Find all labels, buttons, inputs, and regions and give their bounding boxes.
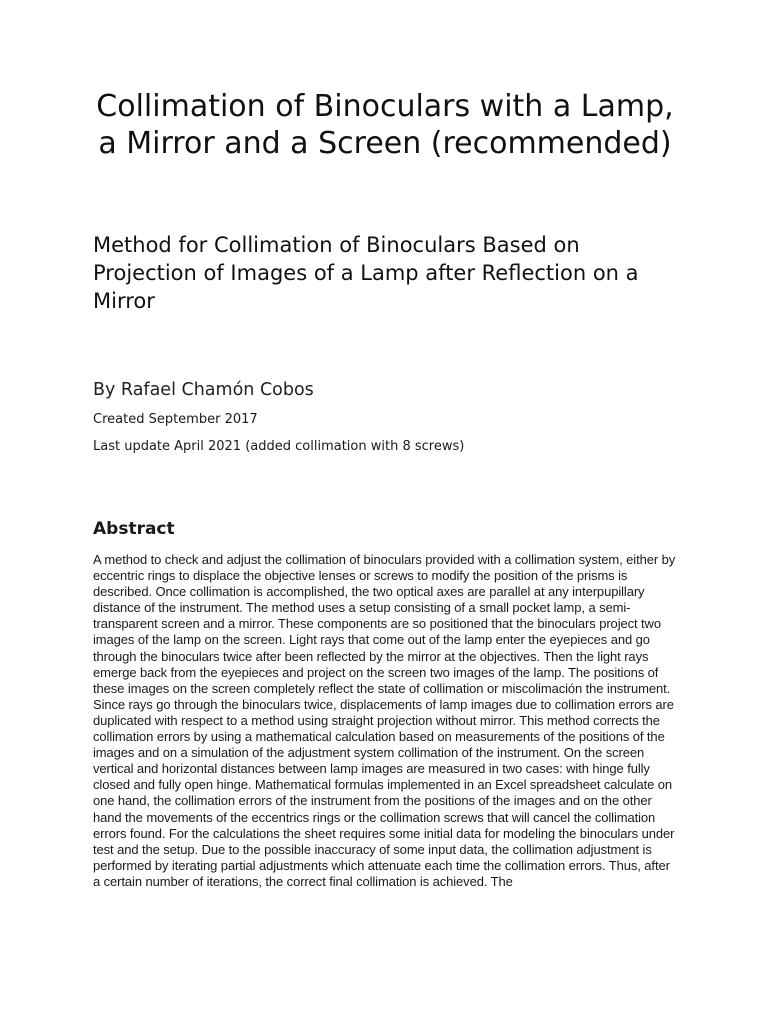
author-line: By Rafael Chamón Cobos — [93, 380, 314, 400]
document-title: Collimation of Binoculars with a Lamp, a Mirror and a Screen (recommended) — [96, 89, 674, 161]
last-update-note: (added collimation with 8 screws) — [245, 439, 465, 454]
created-date: Created September 2017 — [93, 412, 258, 427]
abstract-heading: Abstract — [93, 519, 175, 539]
document-subtitle: Method for Collimation of Binoculars Based on Projection of Images of a Lamp after Reflection on a Mirror — [93, 233, 639, 313]
last-update-line — [93, 438, 464, 456]
abstract-text: A method to check and adjust the collimation of binoculars provided with a collimation system, either by eccentric rings to displace the objective lenses or screws to modify the position of the prisms is described. Once collimation is accomplished, the two optical axes are parallel at any interpupillary distance of the instrument. The method uses a setup consisting of a small pocket lamp, a semi-transparent screen and a mirror. These components are so positioned that the binoculars project two images of the lamp on the screen. Light rays that come out of the lamp enter the eyepieces and go through the binoculars twice after been reflected by the mirror at the objectives. Then the light rays emerge back from the eyepieces and project on the screen two images of the lamp. The positions of these images on the screen completely reflect the state of collimation or miscolimación the instrument. Since rays go through the binoculars twice, displacements of lamp images due to collimation errors are duplicated with respect to a method using straight projection without mirror. This method corrects the collimation errors by using a mathematical calculation based on measurements of the positions of the images and on a simulation of the adjustment system collimation of the instrument. On the screen vertical and horizontal distances between lamp images are measured in two cases: with hinge fully closed and fully open hinge. Mathematical formulas implemented in an Excel spreadsheet calculate on one hand, the collimation errors of the instrument from the positions of the images and on the other hand the movements of the eccentrics rings or the collimation screws that will cancel the collimation errors found. For the calculations the sheet requires some initial data for modeling the binoculars under test and the setup. Due to the possible inaccuracy of some input data, the collimation adjustment is performed by iterating partial adjustments which attenuate each time the collimation errors. Thus, after a certain number of iterations, the correct final collimation is achieved. The — [93, 552, 676, 889]
last-update-date: Last update April 2021 — [93, 439, 242, 454]
